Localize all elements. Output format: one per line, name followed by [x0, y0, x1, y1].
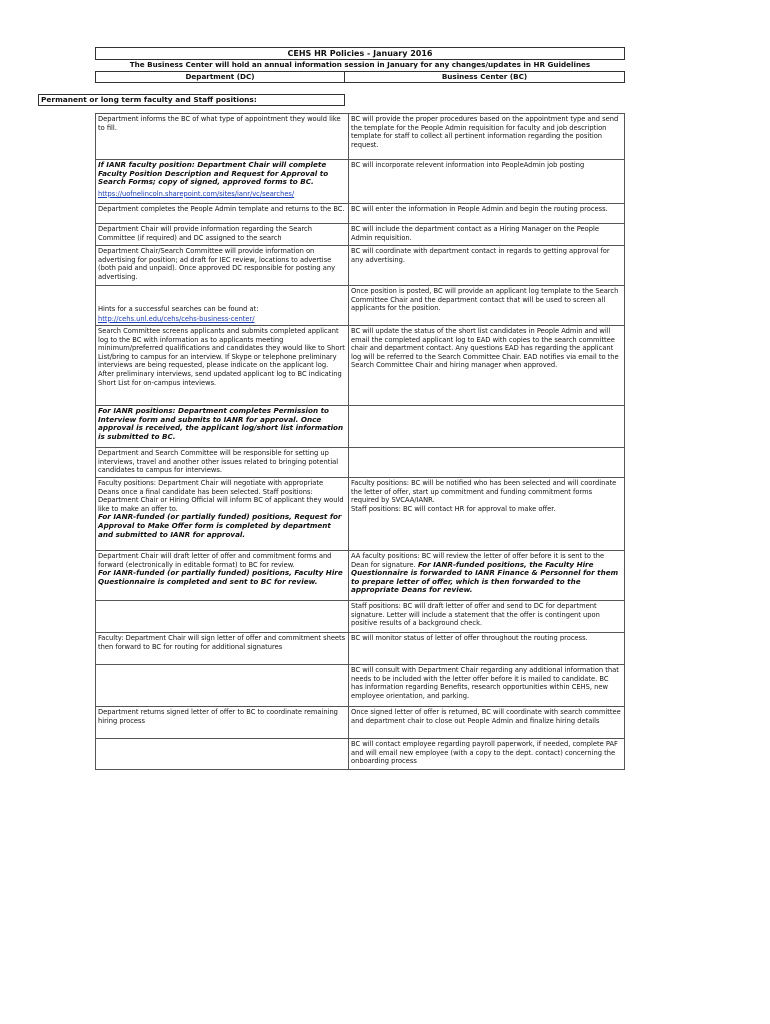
cehs-business-center-link[interactable]: http://cehs.unl.edu/cehs/cehs-business-center/: [98, 314, 255, 323]
dept-cell: Department Chair will provide information regarding the Search Committee (if required) and DC assigned to the search: [96, 224, 349, 246]
hints-text: Hints for a successful searches can be found at:: [98, 305, 259, 313]
table-row: [96, 406, 625, 448]
bc-cell: BC will incorporate relevent information into PeopleAdmin job posting: [349, 160, 625, 204]
table-row: [96, 551, 625, 601]
dept-cell: [96, 406, 349, 448]
dept-cell-text: Faculty positions: Department Chair will negotiate with appropriate Deans once a final candidate has been selected. Staff positions: Department Chair or Hiring Official will inform BC of applicant they would like to make an offer to.: [98, 479, 344, 513]
table-row: [96, 739, 625, 770]
column-header-department-text: Department (DC): [185, 72, 255, 81]
bc-cell: BC will monitor status of letter of offer throughout the routing process.: [349, 633, 625, 665]
table-row: [96, 707, 625, 739]
bc-cell: BC will consult with Department Chair regarding any additional information that needs to be included with the letter offer before it is mailed to candidate. BC has information regarding Benefits, research opportunities within CEHS, new employee orientation, and parking.: [349, 665, 625, 707]
document-title-text: CEHS HR Policies - January 2016: [287, 49, 433, 58]
bc-cell: BC will update the status of the short list candidates in People Admin and will email the completed applicant log to EAD with copies to the search committee chair and department contact. Any questions EAD has regarding the applicant log will be referred to the Search Committee Chair. EAD notifies via email to the Search Committee Chair and hiring manager when approved.: [349, 326, 625, 406]
dept-cell: Department returns signed letter of offer to BC to coordinate remaining hiring process: [96, 707, 349, 739]
dept-cell: [96, 739, 349, 770]
table-row: [96, 224, 625, 246]
dept-cell: [96, 478, 349, 551]
table-row: [96, 204, 625, 224]
bc-cell: [349, 406, 625, 448]
dept-cell: [96, 286, 349, 326]
table-row: [96, 665, 625, 707]
bc-cell-text-2: Staff positions: BC will contact HR for approval to make offer.: [351, 504, 556, 513]
dept-cell: [96, 601, 349, 633]
bc-cell: BC will contact employee regarding payroll paperwork, if needed, complete PAF and will email new employee (with a copy to the dept. contact) concerning the onboarding process: [349, 739, 625, 770]
dept-cell: Search Committee screens applicants and submits completed applicant log to the BC with information as to applicants meeting minimum/preferred qualifications and candidates they would like to Short List/bring to campus for an interview. If Skype or telephone preliminary interviews are being requested, please indicate on the applicant log. After preliminary interviews, send updated applicant log to BC indicating Short List for on-campus inteviews.: [96, 326, 349, 406]
table-row: [96, 478, 625, 551]
table-row: [96, 448, 625, 478]
dept-cell: Department completes the People Admin template and returns to the BC.: [96, 204, 349, 224]
column-header-business-center: [344, 71, 625, 83]
dept-cell-bold: If IANR faculty position: Department Chair will complete Faculty Position Description and Request for Approval to Search Forms; copy of signed, approved forms to BC.: [98, 160, 329, 187]
table-row: [96, 114, 625, 160]
bc-cell: BC will coordinate with department contact in regards to getting approval for any advertising.: [349, 246, 625, 286]
dept-cell-bold: For IANR-funded (or partially funded) positions, Faculty Hire Questionnaire is completed and sent to BC for review.: [98, 568, 343, 586]
column-header-business-center-text: Business Center (BC): [441, 72, 528, 81]
dept-cell: Department and Search Committee will be responsible for setting up interviews, travel and another other issues related to bringing potential candidates to campus for interviews.: [96, 448, 349, 478]
dept-cell-bold: For IANR-funded (or partially funded) positions, Request for Approval to Make Offer form is completed by department and submitted to IANR for approval.: [98, 512, 342, 539]
bc-cell-text: Faculty positions: BC will be notified who has been selected and will coordinate the letter of offer, start up commitment and funding commitment forms required by SVCAA/IANR.: [351, 479, 617, 505]
table-row: [96, 160, 625, 204]
dept-cell: [96, 160, 349, 204]
dept-cell: [96, 551, 349, 601]
policy-table: [95, 113, 625, 770]
dept-cell: Department informs the BC of what type of appointment they would like to fill.: [96, 114, 349, 160]
table-row: [96, 326, 625, 406]
bc-cell: BC will enter the information in People Admin and begin the routing process.: [349, 204, 625, 224]
table-row: [96, 246, 625, 286]
bc-cell: Once position is posted, BC will provide an applicant log template to the Search Committee Chair and the department contact that will be used to screen all applicants for the position.: [349, 286, 625, 326]
table-row: [96, 601, 625, 633]
bc-cell-bold: For IANR-funded positions, the Faculty Hire Questionnaire is forwarded to IANR Finance & Personnel for them to prepare letter of offer, which is then forwarded to the appropriate Deans for review.: [351, 559, 619, 595]
table-row: [96, 286, 625, 326]
document-subtitle: The Business Center will hold an annual information session in January for any changes/updates in HR Guidelines: [129, 60, 591, 69]
table-row: [96, 633, 625, 665]
section-title: [38, 94, 345, 106]
dept-cell: Faculty: Department Chair will sign letter of offer and commitment sheets then forward to BC for routing for additional signatures: [96, 633, 349, 665]
bc-cell: Once signed letter of offer is returned, BC will coordinate with search committee and department chair to close out People Admin and finalize hiring details: [349, 707, 625, 739]
bc-cell: [349, 448, 625, 478]
bc-cell-text: AA faculty positions: BC will review the letter of offer before it is sent to the Dean for signature.: [351, 552, 605, 569]
bc-cell: BC will include the department contact as a Hiring Manager on the People Admin requisition.: [349, 224, 625, 246]
bc-cell: [349, 478, 625, 551]
bc-cell: Staff positions: BC will draft letter of offer and send to DC for department signature. Letter will include a statement that the offer is contingent upon positive results of a background check.: [349, 601, 625, 633]
dept-cell-bold: For IANR positions: Department completes Permission to Interview form and submits to IANR for approval. Once approval is received, the applicant log/short list information is submitted to BC.: [98, 406, 344, 441]
section-title-text: Permanent or long term faculty and Staff positions:: [41, 95, 257, 104]
dept-cell: [96, 665, 349, 707]
bc-cell: BC will provide the proper procedures based on the appointment type and send the template for the People Admin requisition for faculty and job description template for staff to collect all pertinent information regarding the position request.: [349, 114, 625, 160]
column-header-department: [95, 71, 345, 83]
dept-cell-text: Department Chair will draft letter of offer and commitment forms and forward (electronically in editable format) to BC for review.: [98, 552, 332, 569]
ianr-searches-link[interactable]: https://uofnelincoln.sharepoint.com/sites/ianr/vc/searches/: [98, 189, 295, 198]
document-title: [95, 47, 625, 60]
dept-cell: Department Chair/Search Committee will provide information on advertising for position; ad draft for IEC review, locations to advertise (both paid and unpaid). Once approved DC responsible for posting any advertising.: [96, 246, 349, 286]
bc-cell: [349, 551, 625, 601]
